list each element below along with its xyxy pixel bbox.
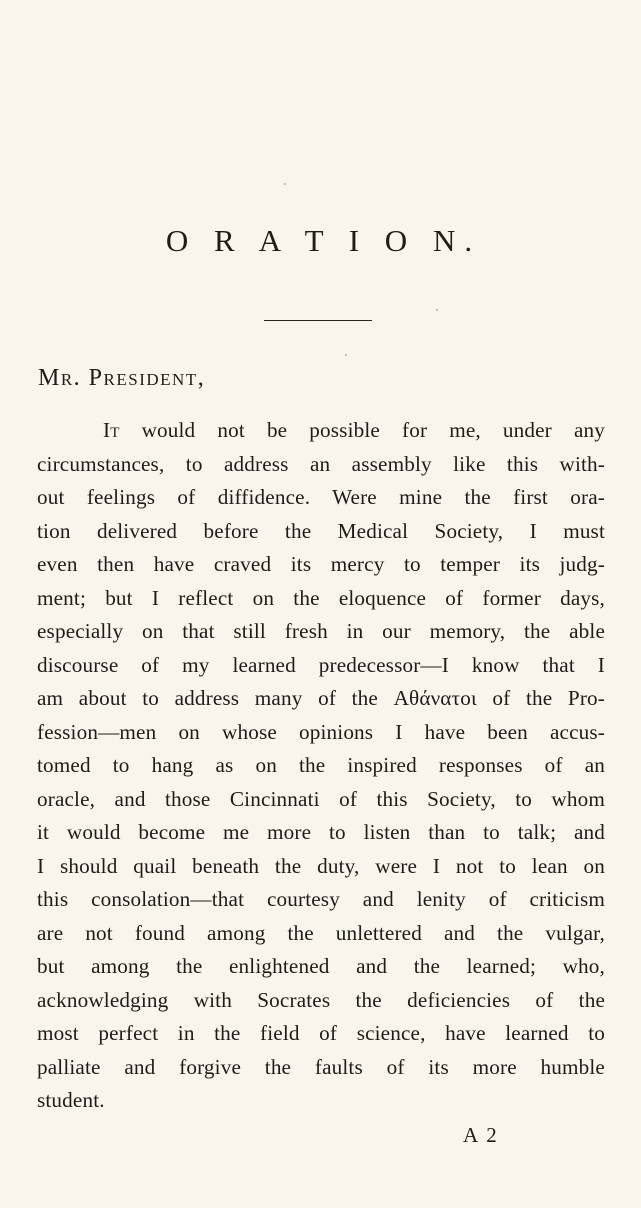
text-line: tomed to hang as on the inspired responses of an [37,753,605,777]
text-line: oracle, and those Cincinnati of this Society, to whom [37,786,605,811]
salutation: Mr. President, [38,365,206,391]
paper-speck [284,183,286,185]
title-divider [264,320,372,321]
text-line: palliate and forgive the faults of its more humble [37,1054,605,1079]
text-line: are not found among the unlettered and the vulgar, [37,920,605,945]
text-line: out feelings of diffidence. Were mine the first ora- [37,485,605,509]
text-line: student. [37,1088,105,1112]
text-line: even then have craved its mercy to temper its judg- [37,552,605,576]
paper-speck [436,309,438,311]
signature-mark: A 2 [463,1123,499,1147]
text-line: am about to address many of the Αθάνατοι of the Pro- [37,686,605,710]
text-line: discourse of my learned predecessor—I know that I [37,652,605,677]
paper-speck [345,354,347,356]
text-line: It would not be possible for me, under any [103,418,605,442]
page-title: O R A T I O N. [165,223,482,258]
text-line: it would become me more to listen than to talk; and [37,820,605,844]
text-line: tion delivered before the Medical Society, I must [37,518,605,543]
text-line: circumstances, to address an assembly like this with- [37,451,605,476]
text-line: ment; but I reflect on the eloquence of former days, [37,585,605,610]
text-line: especially on that still fresh in our memory, the able [37,619,605,643]
oration-paragraph [37,414,605,1118]
text-line: acknowledging with Socrates the deficiencies of the [37,987,605,1012]
text-line: most perfect in the field of science, have learned to [37,1021,605,1045]
text-line: but among the enlightened and the learned; who, [37,954,605,978]
first-word: It [103,418,120,442]
text-line: this consolation—that courtesy and lenity of criticism [37,887,605,911]
text-line: I should quail beneath the duty, were I not to lean on [37,853,605,878]
text-line: fession—men on whose opinions I have been accus- [37,719,605,744]
